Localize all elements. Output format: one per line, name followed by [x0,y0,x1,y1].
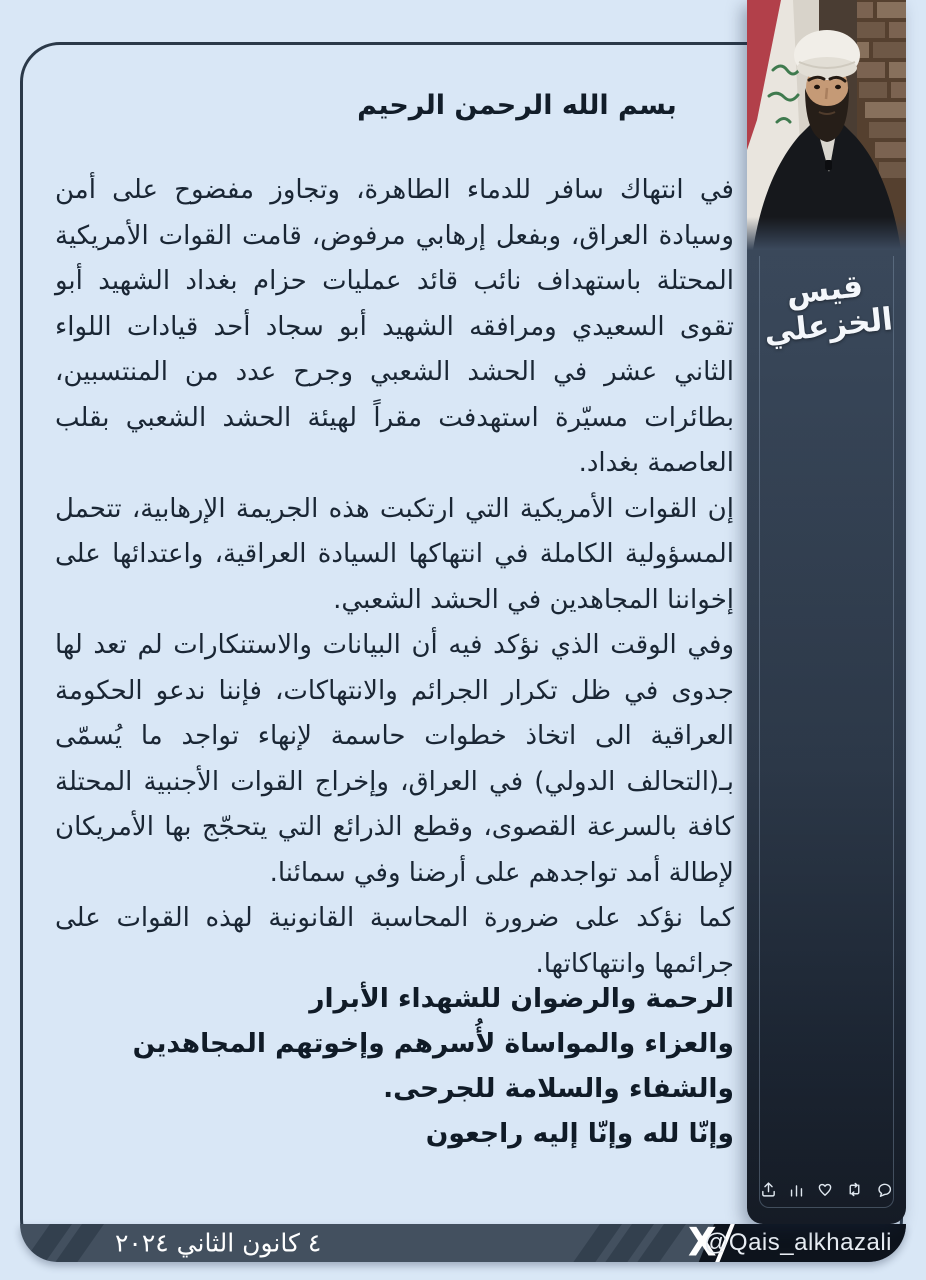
strip-inner-outline [759,256,894,1208]
sidebar-strip [747,0,906,1224]
portrait-photo [747,0,906,250]
x-handle[interactable]: @Qais_alkhazali [704,1229,892,1256]
like-icon[interactable] [816,1181,834,1198]
retweet-icon[interactable] [845,1181,864,1198]
closing-line: والعزاء والمواساة لأُسرهم وإخوتهم المجاهدين [132,1028,734,1059]
signature-calligraphy: قيس الخزعلي [762,268,895,351]
share-icon[interactable] [760,1181,777,1198]
basmala-heading: بسم الله الرحمن الرحيم [357,90,677,121]
footer-bar [20,1224,906,1262]
closing-line: والشفاء والسلامة للجرحى. [383,1073,734,1104]
paragraph: إن القوات الأمريكية التي ارتكبت هذه الجريمة الإرهابية، تتحمل المسؤولية الكاملة في انتهاكها السيادة العراقية، واعتدائها على إخواننا المجاهدين في الحشد الشعبي. [55,493,734,615]
statement-body [55,168,734,987]
post-action-bar [747,1181,906,1198]
closing-block [55,976,734,1156]
reply-icon[interactable] [875,1181,893,1198]
statement-date: ٤ كانون الثاني ٢٠٢٤ [115,1228,322,1258]
analytics-icon[interactable] [788,1181,805,1198]
x-logo-icon: X [688,1224,717,1262]
closing-line: وإنّا لله وإنّا إليه راجعون [425,1118,734,1149]
closing-line: الرحمة والرضوان للشهداء الأبرار [309,983,734,1014]
paragraph: في انتهاك سافر للدماء الطاهرة، وتجاوز مفضوح على أمن وسيادة العراق، وبفعل إرهابي مرفوض، قامت القوات الأمريكية المحتلة باستهداف نائب قائد عمليات حزام بغداد الشهيد أبو تقوى السعيدي ومرافقه الشهيد أبو سجاد أحد قيادات اللواء الثاني عشر في الحشد الشعبي وجرح عدد من المنتسبين، بطائرات مسيّرة استهدفت مقراً لهيئة الحشد الشعبي بقلب العاصمة بغداد. [55,175,734,478]
paragraph: وفي الوقت الذي نؤكد فيه أن البيانات والاستنكارات لم تعد لها جدوى في ظل تكرار الجرائم والانتهاكات، فإننا ندعو الحكومة العراقية الى اتخاذ خطوات حاسمة لإنهاء تواجد ما يُسمّى بـ(التحالف الدولي) في العراق، وإخراج القوات الأجنبية المحتلة كافة بالسرعة القصوى، وقطع الذرائع التي يتحجّج بها الأمريكان لإطالة أمد تواجدهم على أرضنا وفي سمائنا. [55,630,734,888]
paragraph: كما نؤكد على ضرورة المحاسبة القانونية لهذه القوات على جرائمها وانتهاكاتها. [55,903,734,979]
